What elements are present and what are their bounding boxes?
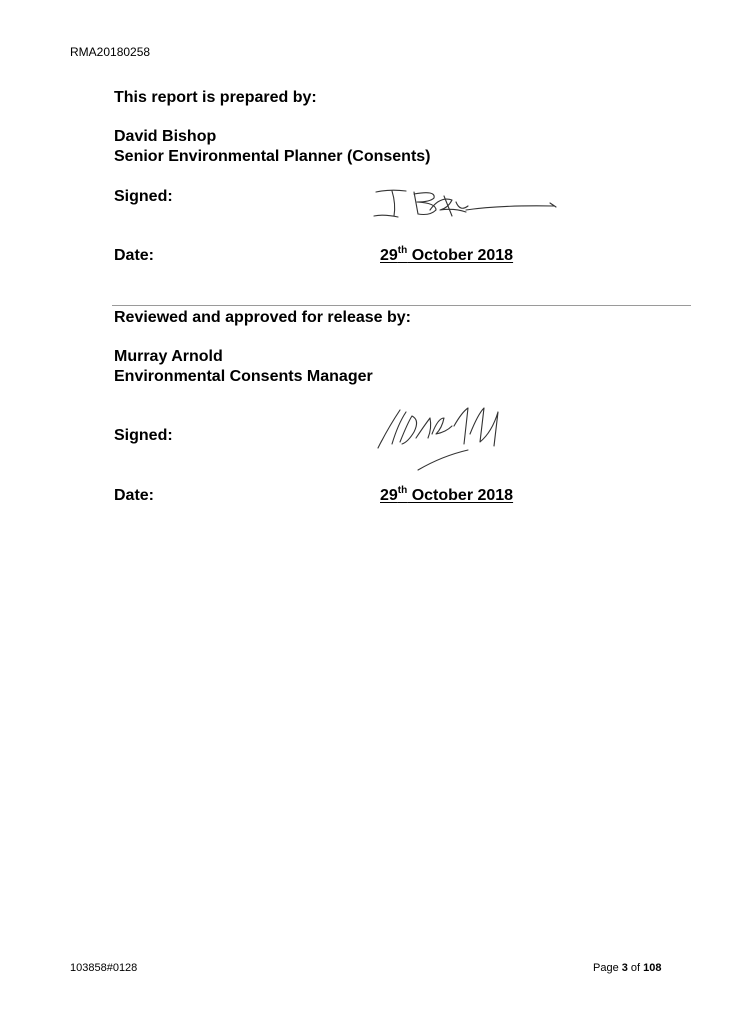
reviewer-name: Murray Arnold: [114, 348, 223, 365]
reviewer-date-label: Date:: [114, 487, 155, 504]
preparer-date: [380, 244, 514, 265]
preparer-title: Senior Environmental Planner (Consents): [114, 148, 431, 165]
preparer-date-rest: October 2018: [407, 247, 514, 264]
preparer-name: David Bishop: [114, 128, 217, 145]
reviewer-date-rest: October 2018: [407, 487, 514, 504]
section-divider: [112, 305, 691, 306]
reviewed-heading: Reviewed and approved for release by:: [114, 309, 411, 326]
reviewer-date-suffix: th: [397, 484, 408, 496]
reviewer-date: [380, 484, 514, 505]
page-total: 108: [643, 962, 662, 974]
preparer-date-label: Date:: [114, 247, 155, 264]
page-prefix: Page: [593, 962, 622, 974]
preparer-date-suffix: th: [397, 244, 408, 256]
reviewer-date-day: 29: [380, 487, 398, 504]
prepared-heading: This report is prepared by:: [114, 89, 317, 106]
preparer-signature: [370, 186, 560, 222]
footer-document-id: 103858#0128: [70, 962, 138, 974]
preparer-signed-label: Signed:: [114, 188, 173, 205]
page-current: 3: [621, 962, 628, 974]
reviewer-signed-label: Signed:: [114, 427, 173, 444]
reviewer-title: Environmental Consents Manager: [114, 368, 373, 385]
document-reference: RMA20180258: [70, 45, 151, 59]
page-of: of: [627, 962, 644, 974]
footer-page-number: [593, 962, 662, 974]
reviewer-signature: [372, 404, 512, 474]
preparer-date-day: 29: [380, 247, 398, 264]
